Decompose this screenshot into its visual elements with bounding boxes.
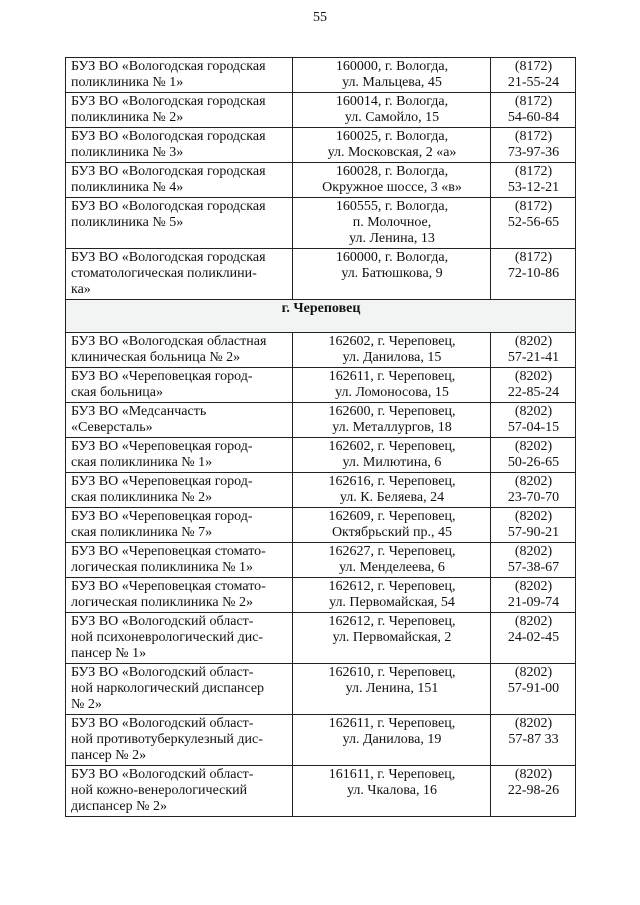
address-line: 162609, г. Череповец, <box>328 509 456 524</box>
address-line: 162611, г. Череповец, <box>328 716 456 731</box>
phone-line: (8172) <box>514 129 553 144</box>
organization-name-line: БУЗ ВО «Медсанчасть <box>71 404 207 419</box>
organization-name-line: БУЗ ВО «Вологодская городская <box>71 199 266 214</box>
organization-name-line: БУЗ ВО «Череповецкая стомато- <box>71 579 266 594</box>
organization-name-line: «Северсталь» <box>71 420 153 435</box>
organization-name-cell <box>66 715 293 766</box>
address-cell <box>293 766 491 817</box>
address-line: 162611, г. Череповец, <box>328 369 456 384</box>
phone-line: 53-12-21 <box>507 180 560 195</box>
organization-name-line: БУЗ ВО «Вологодский област- <box>71 614 254 629</box>
phone-line: 21-09-74 <box>507 595 560 610</box>
phone-cell <box>491 128 576 163</box>
organization-name-cell <box>66 163 293 198</box>
phone-line: 57-38-67 <box>507 560 560 575</box>
phone-cell <box>491 613 576 664</box>
address-line: 160014, г. Вологда, <box>335 94 449 109</box>
organization-name-cell <box>66 543 293 578</box>
address-cell <box>293 613 491 664</box>
organization-name-cell <box>66 473 293 508</box>
organization-name-cell <box>66 93 293 128</box>
address-line: 160025, г. Вологда, <box>335 129 449 144</box>
address-line: 160000, г. Вологда, <box>335 59 449 74</box>
phone-cell <box>491 163 576 198</box>
phone-cell <box>491 578 576 613</box>
organization-name-line: ной кожно-венерологический <box>71 783 248 798</box>
address-cell <box>293 93 491 128</box>
address-cell <box>293 403 491 438</box>
phone-line: 57-21-41 <box>507 350 560 365</box>
organization-name-cell <box>66 249 293 300</box>
address-line: ул. Первомайская, 2 <box>332 630 452 645</box>
table-row <box>66 578 576 613</box>
organization-name-line: пансер № 2» <box>71 748 147 763</box>
phone-line: (8202) <box>514 439 553 454</box>
phone-cell <box>491 403 576 438</box>
phone-line: (8202) <box>514 614 553 629</box>
organization-name-cell <box>66 368 293 403</box>
section-header-row <box>66 300 576 333</box>
table-row <box>66 715 576 766</box>
organization-name-line: стоматологическая поликлини- <box>71 266 257 281</box>
address-cell <box>293 715 491 766</box>
organization-name-line: № 2» <box>71 697 102 712</box>
organizations-table <box>65 57 576 817</box>
organization-name-line: БУЗ ВО «Вологодская городская <box>71 59 266 74</box>
organization-name-line: БУЗ ВО «Череповецкая город- <box>71 439 253 454</box>
address-cell <box>293 578 491 613</box>
table-row <box>66 613 576 664</box>
address-line: п. Молочное, <box>352 215 432 230</box>
address-line: ул. Самойло, 15 <box>344 110 440 125</box>
address-cell <box>293 368 491 403</box>
organization-name-line: БУЗ ВО «Вологодская областная <box>71 334 267 349</box>
address-cell <box>293 333 491 368</box>
phone-line: 57-87 33 <box>508 732 559 747</box>
organization-name-cell <box>66 508 293 543</box>
phone-line: (8172) <box>514 164 553 179</box>
organization-name-line: ной наркологический диспансер <box>71 681 265 696</box>
table-row <box>66 766 576 817</box>
address-line: ул. Ленина, 151 <box>345 681 439 696</box>
organization-name-line: БУЗ ВО «Череповецкая стомато- <box>71 544 266 559</box>
phone-cell <box>491 93 576 128</box>
organization-name-cell <box>66 198 293 249</box>
address-line: 162612, г. Череповец, <box>328 614 456 629</box>
organization-name-cell <box>66 766 293 817</box>
organization-name-line: БУЗ ВО «Вологодский област- <box>71 665 254 680</box>
address-line: 162627, г. Череповец, <box>328 544 456 559</box>
address-line: ул. Металлургов, 18 <box>332 420 452 435</box>
organization-name-line: БУЗ ВО «Вологодская городская <box>71 164 266 179</box>
phone-cell <box>491 198 576 249</box>
table-row <box>66 403 576 438</box>
table-row <box>66 198 576 249</box>
address-cell <box>293 198 491 249</box>
address-line: ул. Милютина, 6 <box>342 455 442 470</box>
address-line: ул. Данилова, 19 <box>342 732 442 747</box>
phone-line: (8202) <box>514 665 553 680</box>
organization-name-line: ская поликлиника № 7» <box>71 525 213 540</box>
phone-line: (8172) <box>514 94 553 109</box>
phone-cell <box>491 58 576 93</box>
table-row <box>66 93 576 128</box>
table-row <box>66 163 576 198</box>
address-line: 162602, г. Череповец, <box>328 334 456 349</box>
address-line: 162602, г. Череповец, <box>328 439 456 454</box>
table-row <box>66 333 576 368</box>
table-row <box>66 128 576 163</box>
organization-name-line: БУЗ ВО «Череповецкая город- <box>71 474 253 489</box>
phone-line: (8202) <box>514 544 553 559</box>
organization-name-line: пансер № 1» <box>71 646 147 661</box>
table-body <box>66 58 576 817</box>
address-line: 162616, г. Череповец, <box>328 474 456 489</box>
organization-name-line: БУЗ ВО «Вологодский област- <box>71 767 254 782</box>
phone-cell <box>491 438 576 473</box>
address-line: ул. Чкалова, 16 <box>346 783 438 798</box>
phone-cell <box>491 664 576 715</box>
address-cell <box>293 163 491 198</box>
phone-cell <box>491 543 576 578</box>
phone-cell <box>491 249 576 300</box>
section-title: г. Череповец <box>66 300 576 333</box>
address-line: ул. Ленина, 13 <box>349 231 435 246</box>
phone-line: 21-55-24 <box>507 75 560 90</box>
organization-name-line: БУЗ ВО «Вологодский област- <box>71 716 254 731</box>
phone-line: 72-10-86 <box>507 266 560 281</box>
address-line: ул. Московская, 2 «а» <box>327 145 457 160</box>
address-line: 161611, г. Череповец, <box>328 767 456 782</box>
address-cell <box>293 249 491 300</box>
phone-line: (8172) <box>514 59 553 74</box>
organization-name-line: БУЗ ВО «Вологодская городская <box>71 250 266 265</box>
organization-name-cell <box>66 438 293 473</box>
phone-line: 57-91-00 <box>507 681 560 696</box>
phone-line: 22-85-24 <box>507 385 560 400</box>
phone-cell <box>491 368 576 403</box>
address-cell <box>293 128 491 163</box>
organization-name-cell <box>66 128 293 163</box>
address-line: ул. Первомайская, 54 <box>329 595 455 610</box>
page-number: 55 <box>313 10 327 25</box>
phone-line: (8202) <box>514 404 553 419</box>
phone-cell <box>491 333 576 368</box>
phone-line: 22-98-26 <box>507 783 560 798</box>
table-row <box>66 543 576 578</box>
table-row <box>66 438 576 473</box>
organization-name-cell <box>66 333 293 368</box>
organization-name-line: поликлиника № 5» <box>71 215 184 230</box>
address-cell <box>293 508 491 543</box>
phone-cell <box>491 766 576 817</box>
organization-name-line: поликлиника № 4» <box>71 180 184 195</box>
organization-name-line: ной противотуберкулезный дис- <box>71 732 263 747</box>
organization-name-cell <box>66 664 293 715</box>
table-row <box>66 368 576 403</box>
phone-line: (8202) <box>514 334 553 349</box>
phone-line: (8202) <box>514 579 553 594</box>
organization-name-cell <box>66 58 293 93</box>
address-line: 162600, г. Череповец, <box>328 404 456 419</box>
table-row <box>66 664 576 715</box>
table-row <box>66 473 576 508</box>
organization-name-line: ская поликлиника № 2» <box>71 490 213 505</box>
table-row <box>66 249 576 300</box>
organization-name-cell <box>66 403 293 438</box>
address-line: Октябрьский пр., 45 <box>331 525 453 540</box>
organization-name-line: поликлиника № 2» <box>71 110 184 125</box>
organization-name-line: БУЗ ВО «Вологодская городская <box>71 129 266 144</box>
organization-name-line: поликлиника № 3» <box>71 145 184 160</box>
organization-name-line: логическая поликлиника № 1» <box>71 560 253 575</box>
address-line: ул. Мальцева, 45 <box>342 75 442 90</box>
phone-line: (8172) <box>514 199 553 214</box>
table-row <box>66 508 576 543</box>
phone-cell <box>491 473 576 508</box>
phone-line: 57-90-21 <box>507 525 560 540</box>
address-cell <box>293 438 491 473</box>
phone-line: 52-56-65 <box>507 215 560 230</box>
organization-name-line: клиническая больница № 2» <box>71 350 241 365</box>
organization-name-line: логическая поликлиника № 2» <box>71 595 253 610</box>
organization-name-line: ская больница» <box>71 385 163 400</box>
phone-cell <box>491 508 576 543</box>
address-cell <box>293 543 491 578</box>
phone-line: 50-26-65 <box>507 455 560 470</box>
organization-name-line: БУЗ ВО «Череповецкая город- <box>71 509 253 524</box>
organization-name-line: поликлиника № 1» <box>71 75 184 90</box>
address-cell <box>293 58 491 93</box>
organization-name-line: ка» <box>71 282 91 297</box>
organization-name-line: ская поликлиника № 1» <box>71 455 213 470</box>
phone-line: 73-97-36 <box>507 145 560 160</box>
organization-name-line: БУЗ ВО «Вологодская городская <box>71 94 266 109</box>
phone-line: 24-02-45 <box>507 630 560 645</box>
address-line: 160000, г. Вологда, <box>335 250 449 265</box>
phone-line: (8202) <box>514 509 553 524</box>
phone-line: 57-04-15 <box>507 420 560 435</box>
address-line: ул. Ломоносова, 15 <box>335 385 449 400</box>
address-line: 162612, г. Череповец, <box>328 579 456 594</box>
phone-line: (8202) <box>514 767 553 782</box>
organization-name-line: БУЗ ВО «Череповецкая город- <box>71 369 253 384</box>
address-line: Окружное шоссе, 3 «в» <box>322 180 462 195</box>
address-line: 162610, г. Череповец, <box>328 665 456 680</box>
phone-line: 54-60-84 <box>507 110 560 125</box>
address-cell <box>293 473 491 508</box>
address-line: ул. Данилова, 15 <box>342 350 442 365</box>
phone-line: (8202) <box>514 474 553 489</box>
address-line: ул. Батюшкова, 9 <box>341 266 443 281</box>
phone-line: 23-70-70 <box>507 490 560 505</box>
address-line: 160555, г. Вологда, <box>335 199 449 214</box>
address-line: ул. К. Беляева, 24 <box>339 490 445 505</box>
address-line: 160028, г. Вологда, <box>335 164 449 179</box>
organization-name-line: диспансер № 2» <box>71 799 167 814</box>
organization-name-line: ной психоневрологический дис- <box>71 630 264 645</box>
table-row <box>66 58 576 93</box>
address-cell <box>293 664 491 715</box>
organization-name-cell <box>66 578 293 613</box>
phone-line: (8202) <box>514 716 553 731</box>
address-line: ул. Менделеева, 6 <box>339 560 445 575</box>
phone-cell <box>491 715 576 766</box>
phone-line: (8202) <box>514 369 553 384</box>
organization-name-cell <box>66 613 293 664</box>
phone-line: (8172) <box>514 250 553 265</box>
